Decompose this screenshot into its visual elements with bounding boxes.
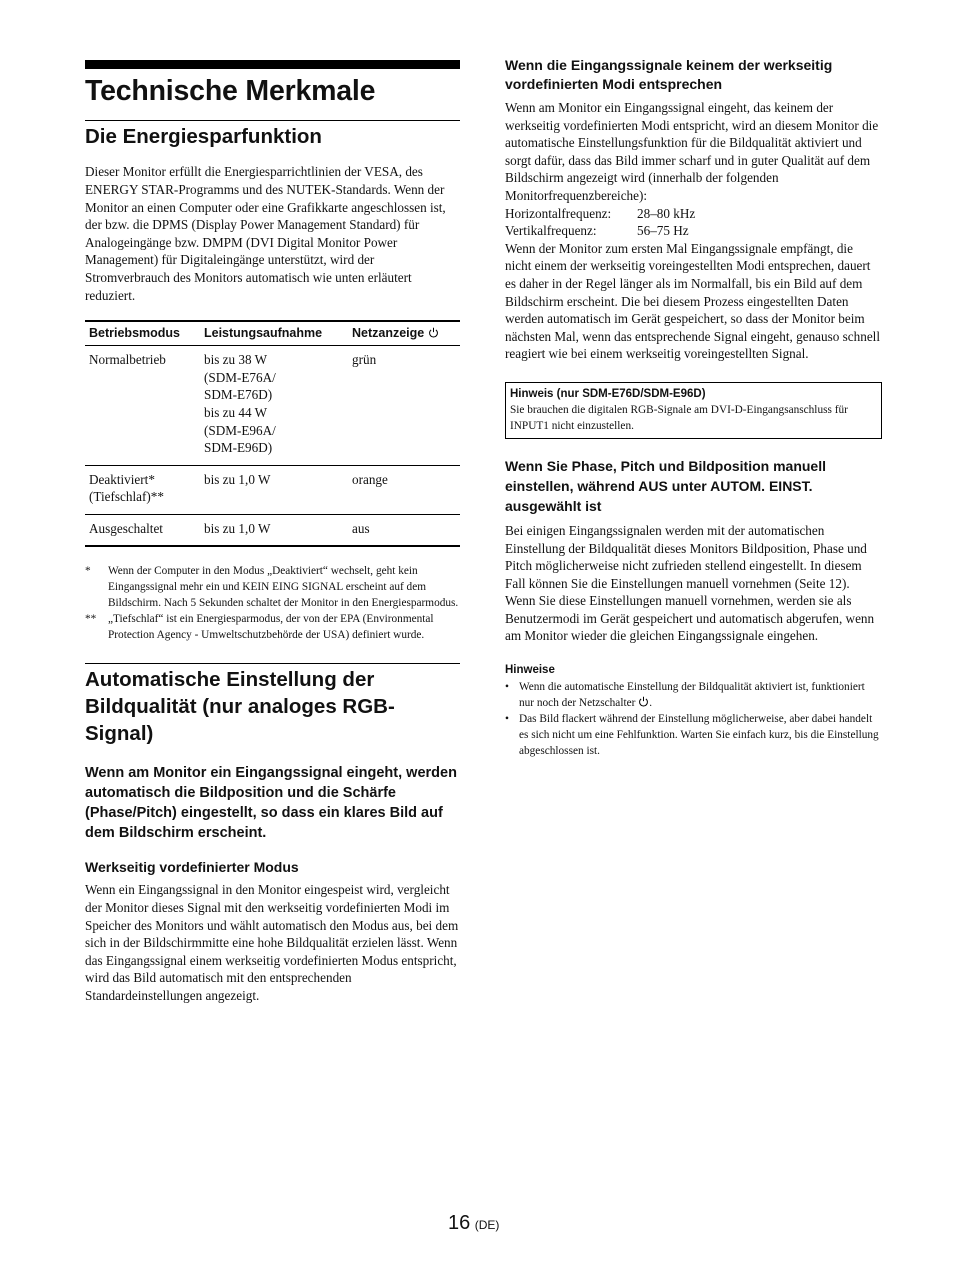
energy-heading: Die Energiesparfunktion — [85, 124, 322, 148]
footnotes — [85, 563, 460, 643]
note-text: Sie brauchen die digitalen RGB-Signale am DVI-D-Eingangsanschluss für INPUT1 nicht einzustellen. — [510, 403, 848, 432]
auto-heading: Automatische Einstellung der Bildqualität (nur analoges RGB-Signal) — [85, 668, 395, 746]
power-cell: bis zu 38 W (SDM-E76A/ SDM-E76D) bis zu 44 W (SDM-E96A/ SDM-E96D) — [200, 346, 348, 466]
note-box — [505, 382, 882, 439]
column-header — [348, 321, 460, 346]
footnote-text: „Tiefschlaf“ ist ein Energiesparmodus, der von der EPA (Environmental Protection Agency - Umweltschutzbehörde der USA) definiert wurde. — [108, 613, 434, 642]
footnote — [85, 563, 460, 611]
mode-cell: Normalbetrieb — [85, 346, 200, 466]
hint-text: Das Bild flackert während der Einstellung möglicherweise, aber dabei handelt es sich nicht um eine Fehlfunktion. Warten Sie einfach kurz, bis die Einstellung abgeschlossen ist. — [519, 713, 879, 758]
right-column — [505, 56, 882, 759]
hint-item — [505, 711, 882, 759]
manual-heading: Wenn Sie Phase, Pitch und Bildposition manuell einstellen, während AUS unter AUTOM. EINST. ausgewählt ist — [505, 457, 827, 514]
frequency-label: Horizontalfrequenz: — [505, 205, 612, 221]
frequency-row — [505, 205, 882, 223]
footnote-mark: ** — [85, 613, 97, 626]
nonpreset-body-2: Wenn der Monitor zum ersten Mal Eingangssignale empfängt, die nicht einem der werkseitig voreingestellten Modi entsprechen, dauert es daher in der Regel länger als im Normalfall, bis ein Bild auf dem Bildschirm erscheint. Die bei diesem Prozess eingestellten Daten werden automatisch im Gerät gespeichert, so dass der Monitor beim nächsten Mal, wenn das entsprechende Signal eingeht, genauso schnell reagiert wie bei einem werkseitig voreingestellten Signal. — [505, 240, 881, 362]
power-icon — [638, 696, 649, 707]
page-number-value: 16 — [448, 1212, 471, 1234]
indicator-cell: aus — [348, 514, 460, 546]
nonpreset-body: Wenn am Monitor ein Eingangssignal eingeht, das keinem der werkseitig vordefinierten Modi entspricht, wird an diesem Monitor die automatische Einstellungsfunktion für die Bildqualität aktiviert und sorgt dafür, dass das Bild immer scharf und in guter Qualität auf dem Bildschirm angezeigt wird (innerhalb der folgenden Monitorfrequenzbereiche): — [505, 100, 879, 203]
bullet-mark: • — [505, 681, 509, 694]
frequency-value: 56–75 Hz — [637, 223, 689, 239]
hint-item — [505, 679, 882, 711]
energy-body: Dieser Monitor erfüllt die Energiesparrichtlinien der VESA, des ENERGY STAR-Programms und des NUTEK-Standards. Wenn der Monitor an einen Computer oder eine Grafikkarte angeschlossen ist, der bzw. die DPMS (Display Power Management Standard) für Analogeingänge bzw. DMPM (DVI Digital Monitor Power Management) für Digitaleingänge unterstützt, wird der Stromverbrauch des Monitors automatisch wie unten erläutert reduziert. — [85, 164, 446, 303]
column-header: Leistungsaufnahme — [200, 321, 348, 346]
frequency-label: Vertikalfrequenz: — [505, 223, 597, 239]
power-cell: bis zu 1,0 W — [200, 465, 348, 514]
column-header: Betriebsmodus — [85, 321, 200, 346]
page-number — [448, 1212, 499, 1235]
hint-text: Wenn die automatische Einstellung der Bildqualität aktiviert ist, funktioniert nur noch der Netzschalter — [519, 681, 865, 710]
frequency-row — [505, 222, 882, 240]
power-cell: bis zu 1,0 W — [200, 514, 348, 546]
frequency-value: 28–80 kHz — [637, 205, 696, 221]
power-modes-table — [85, 320, 460, 547]
page-language: (DE) — [474, 1218, 500, 1232]
footnote-text: Wenn der Computer in den Modus „Deaktiviert“ wechselt, geht kein Eingangssignal mehr ein und KEIN EING SIGNAL erscheint auf dem Bildschirm. Nach 5 Sekunden schaltet der Monitor in den Energiesparmodus. — [108, 565, 459, 610]
page-title: Technische Merkmale — [85, 75, 376, 107]
table-header-row — [85, 321, 460, 346]
preset-heading: Werkseitig vordefinierter Modus — [85, 859, 299, 876]
bullet-mark: • — [505, 713, 509, 726]
section-divider — [85, 120, 460, 121]
table-row — [85, 514, 460, 546]
mode-cell: Ausgeschaltet — [85, 514, 200, 546]
note-title: Hinweis (nur SDM-E76D/SDM-E96D) — [510, 387, 706, 400]
footnote — [85, 611, 460, 643]
footnote-mark: * — [85, 565, 91, 578]
hint-suffix: . — [649, 697, 653, 710]
preset-body: Wenn ein Eingangssignal in den Monitor eingespeist wird, vergleicht der Monitor dieses Signal mit den werkseitig vordefinierten Modi im Speicher des Monitors und wählt automatisch den Modus aus, bei dem sich in der Bildschirmmitte eine hohe Bildqualität erzielen lässt. Wenn das Eingangssignal einem werkseitig vordefinierten Modus entspricht, wird das Bild automatisch mit den entsprechenden Standardeinstellungen angezeigt. — [85, 882, 459, 1004]
hint-text-wrap — [519, 679, 882, 711]
power-icon — [428, 327, 439, 338]
auto-subheading: Wenn am Monitor ein Eingangssignal eingeht, werden automatisch die Bildposition und die Schärfe (Phase/Pitch) eingestellt, so dass ein klares Bild auf dem Bildschirm erscheint. — [85, 765, 457, 842]
indicator-cell: orange — [348, 465, 460, 514]
nonpreset-heading: Wenn die Eingangssignale keinem der werkseitig vordefinierten Modi entsprechen — [505, 57, 833, 92]
section-divider — [85, 663, 460, 664]
left-column — [85, 60, 460, 1005]
hints-title: Hinweise — [505, 664, 555, 677]
title-bar — [85, 60, 460, 69]
table-row — [85, 465, 460, 514]
table-row — [85, 346, 460, 466]
indicator-header-label: Netzanzeige — [352, 326, 425, 341]
manual-body: Bei einigen Eingangssignalen werden mit der automatischen Einstellung der Bildqualität dieses Monitors Bildposition, Phase und Pitch möglicherweise nicht zufrieden stellend eingestellt. In diesem Fall können Sie die Einstellungen manuell vornehmen (Seite 12). Wenn Sie diese Einstellungen manuell vornehmen, werden sie als Benutzermodi im Gerät gespeichert und automatisch abgerufen, wenn am Monitor wieder die gleichen Eingangssignale eingehen. — [505, 522, 875, 644]
mode-cell: Deaktiviert* (Tiefschlaf)** — [85, 465, 200, 514]
indicator-cell: grün — [348, 346, 460, 466]
